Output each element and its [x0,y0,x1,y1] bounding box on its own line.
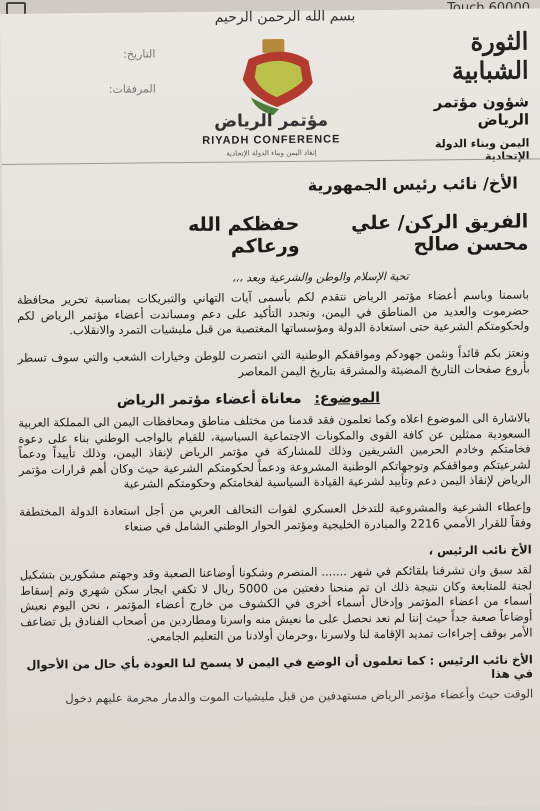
recipient-name: الفريق الركن/ علي محسن صالح [350,210,529,256]
attachments-label: المرفقات: [108,82,156,96]
subject-label: الموضوع: [314,390,381,407]
subheading-2: الأخ نائب الرئيس : كما تعلمون أن الوضع في اليمن لا يسمح لنا العودة بأي حال من الأحوال في هذا [26,652,534,681]
recipient-line [16,210,528,259]
conference-name-english: RIYADH CONFERENCE [202,133,341,147]
letter-page [0,8,540,811]
letter-body [16,173,534,718]
paragraph-3: بالاشارة الى الموضوع اعلاه وكما تعلمون فقد قدمنا من مختلف مناطق ومحافظات اليمن الى المملكة العربية السعودية ممثلين عن كافة القوى والمكونات الاجتماعية السياسية، للقيام بالواجب الوطني بناء على دعوة فخامتكم وخادم الحرمين الشريفين وذلك للمشاركة في مؤتمر الرياض لإنقاذ اليمن، وذلك تأييداً ودعماً لشرعيتكم ومواقفكم وتوجهاتكم الوطنية المشروعة ودعماً لحكومتكم الشرعية حيث وكان أهم قرارات مؤتمر الرياض لإنقاذ اليمن دعم وتأييد لشرعية القيادة السياسية لفخامتكم وحكومتكم الشرعية [18,410,531,492]
subheading-1: الأخ نائب الرئيس ، [428,542,532,558]
paragraph-2: ونعتز بكم قائداً ونثمن جهودكم ومواقفكم الوطنية التي انتصرت للوطن وخيارات الشعب والتي سوف تسطر بأروع صفحات التاريخ المضيئة والمشرقة بتاريخ اليمن المعاصر [17,345,530,379]
org-subtitle: شؤون مؤتمر الرياض [433,92,530,130]
subject-text: معاناة أعضاء مؤتمر الرياض [116,390,302,409]
date-label: التاريخ: [123,47,156,61]
paragraph-4: وإعطاء الشرعية والمشروعية للتدخل العسكري لقوات التحالف العربي من أجل استعادة الدولة المختطفة وفقاً للقرار الأممي 2216 والمبادرة الخليجية ومؤتمر الحوار الوطني الشامل في صنعاء [19,499,532,534]
letter-meta [55,47,156,118]
org-tagline: اليمن وبناء الدولة الإتحادية [434,136,530,163]
paragraph-5: لقد سبق وان تشرفنا بلقائكم في شهر ....... المنصرم وشكونا أوضاعنا الصعبة وقد وجهتم مشكورين بتشكيل لجنة للمتابعة وكان نتيجة ذلك ان تم منحنا دفعتين من 5000 ريال لا تكفي ايجار سكن شهري وتم إسقاط أسماء من اعضاء المؤتمر وإدخال أسماء أخرى في الكشوف من خارج أعضاء المؤتمر ، نحن اليوم نعيش أوضاعاً صعبة جداً حيث إننا لم نعد نحصل على ما نعيش منه واسرنا ومطاردين من أصحاب الفنادق بل تضاعف الأمر بوقف إجراءات تمديد الإقامة لنا ولاسرنا ،وحرمان أولادنا من التعليم الجامعي. [19,562,533,643]
recipient-title: الأخ/ نائب رئيس الجمهورية [307,173,518,195]
recipient-wish: حفظكم الله ورعاكم [187,212,300,258]
org-title: الثورة الشبابية [451,26,529,86]
letterhead-right [393,26,529,163]
greeting: تحية الإسلام والوطن والشرعية وبعد ،،، [231,269,409,285]
subject-line [18,390,380,410]
bismillah-header: بسم الله الرحمن الرحيم [214,8,356,26]
conference-subtitle: إنقاذ اليمن وبناء الدولة الإتحادية [226,148,317,158]
conference-name-arabic: مؤتمر الرياض [214,110,329,132]
paragraph-6: الوقت حيث وأعضاء مؤتمر الرياض مستهدفين من قبل مليشيات الموت والدمار محرمة عليهم دخول [65,686,534,705]
paragraph-1: باسمنا وباسم أعضاء مؤتمر الرياض نتقدم لكم بأسمى آيات التهاني والتبريكات بمناسبة تحرير محافظة حضرموت والعديد من المناطق في اليمن، ونجدد التأكيد على دعم ومساندت أعضاء مؤتمر الرياض لكم ولحكومتكم الشرعية حتى استعادة الدولة ومؤسساتها المغتصبة من قبل مليشيات التمرد والانقلاب. [16,287,530,338]
